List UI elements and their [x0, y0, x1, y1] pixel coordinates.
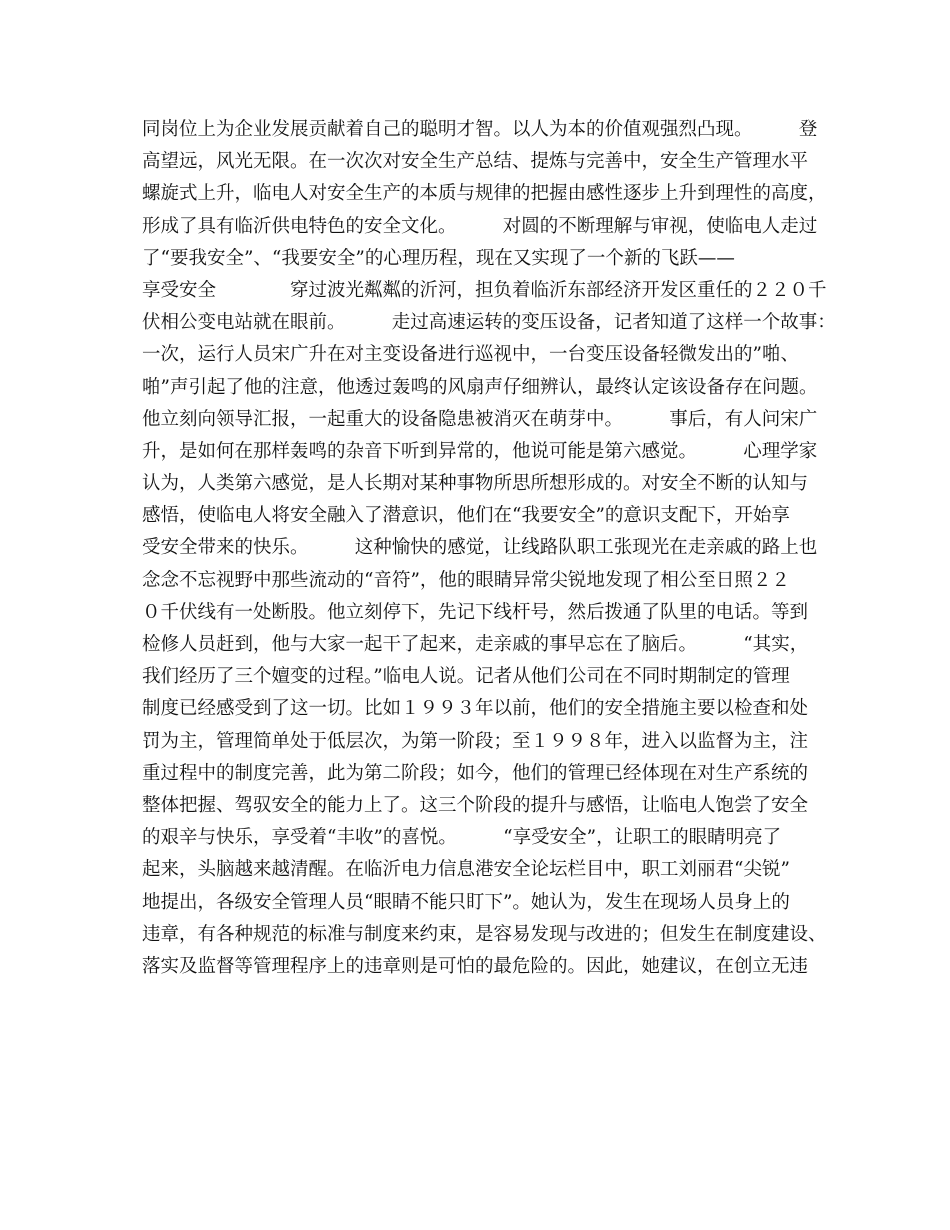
- text-line: 形成了具有临沂供电特色的安全文化。 对圆的不断理解与审视，使临电人走过: [142, 215, 818, 237]
- text-line: 升，是如何在那样轰鸣的杂音下听到异常的，他说可能是第六感觉。 心理学家: [142, 440, 818, 462]
- text-line: 违章，有各种规范的标准与制度来约束，是容易发现与改进的；但发生在制度建设、: [142, 923, 827, 945]
- text-line: 起来，头脑越来越清醒。在临沂电力信息港安全论坛栏目中，职工刘丽君“尖锐”: [142, 859, 790, 881]
- text-line: 他立刻向领导汇报，一起重大的设备隐患被消灭在萌芽中。 事后，有人问宋广: [142, 408, 818, 430]
- text-line: 重过程中的制度完善，此为第二阶段；如今，他们的管理已经体现在对生产系统的: [142, 762, 809, 784]
- text-line: ０千伏线有一处断股。他立刻停下，先记下线杆号，然后拨通了队里的电话。等到: [142, 601, 809, 623]
- text-line: 感悟，使临电人将安全融入了潜意识，他们在“我要安全”的意识支配下，开始享: [142, 505, 790, 527]
- text-line: 制度已经感受到了这一切。比如１９９３年以前，他们的安全措施主要以检查和处: [142, 698, 809, 720]
- body-text: [142, 114, 836, 983]
- text-line: 螺旋式上升，临电人对安全生产的本质与规律的把握由感性逐步上升到理性的高度，: [142, 183, 827, 205]
- text-line: 伏相公变电站就在眼前。 走过高速运转的变压设备，记者知道了这样一个故事：: [142, 312, 836, 334]
- text-line: 认为，人类第六感觉，是人长期对某种事物所思所想形成的。对安全不断的认知与: [142, 473, 809, 495]
- text-line: 一次，运行人员宋广升在对主变设备进行巡视中，一台变压设备轻微发出的”啪、: [142, 344, 799, 366]
- text-line: 的艰辛与快乐，享受着“丰收”的喜悦。 “享受安全”，让职工的眼睛明亮了: [142, 827, 782, 849]
- text-line: 啪”声引起了他的注意，他透过轰鸣的风扇声仔细辨认，最终认定该设备存在问题。: [142, 376, 818, 398]
- text-line: 同岗位上为企业发展贡献着自己的聪明才智。以人为本的价值观强烈凸现。 登: [142, 119, 818, 140]
- text-line: 地提出，各级安全管理人员“眼睛不能只盯下”。她认为，发生在现场人员身上的: [142, 891, 790, 913]
- text-line: 落实及监督等管理程序上的违章则是可怕的最危险的。因此，她建议，在创立无违: [142, 955, 809, 977]
- text-line: 罚为主，管理简单处于低层次，为第一阶段；至１９９８年，进入以监督为主，注: [142, 730, 809, 752]
- text-line: 念念不忘视野中那些流动的“音符”，他的眼睛异常尖锐地发现了相公至日照２２: [142, 569, 790, 591]
- text-line: 整体把握、驾驭安全的能力上了。这三个阶段的提升与感悟，让临电人饱尝了安全: [142, 794, 809, 816]
- text-line: 了“要我安全”、“我要安全”的心理历程，现在又实现了一个新的飞跃——: [142, 247, 735, 269]
- text-line: 高望远，风光无限。在一次次对安全生产总结、提炼与完善中，安全生产管理水平: [142, 151, 809, 173]
- text-line: 受安全带来的快乐。 这种愉快的感觉，让线路队职工张现光在走亲戚的路上也: [142, 537, 818, 559]
- text-line: 检修人员赶到，他与大家一起干了起来，走亲戚的事早忘在了脑后。 “其实，: [142, 634, 809, 655]
- text-line: 我们经历了三个嬗变的过程。”临电人说。记者从他们公司在不同时期制定的管理: [142, 666, 790, 688]
- text-line: 享受安全 穿过波光粼粼的沂河，担负着临沂东部经济开发区重任的２２０千: [142, 279, 827, 301]
